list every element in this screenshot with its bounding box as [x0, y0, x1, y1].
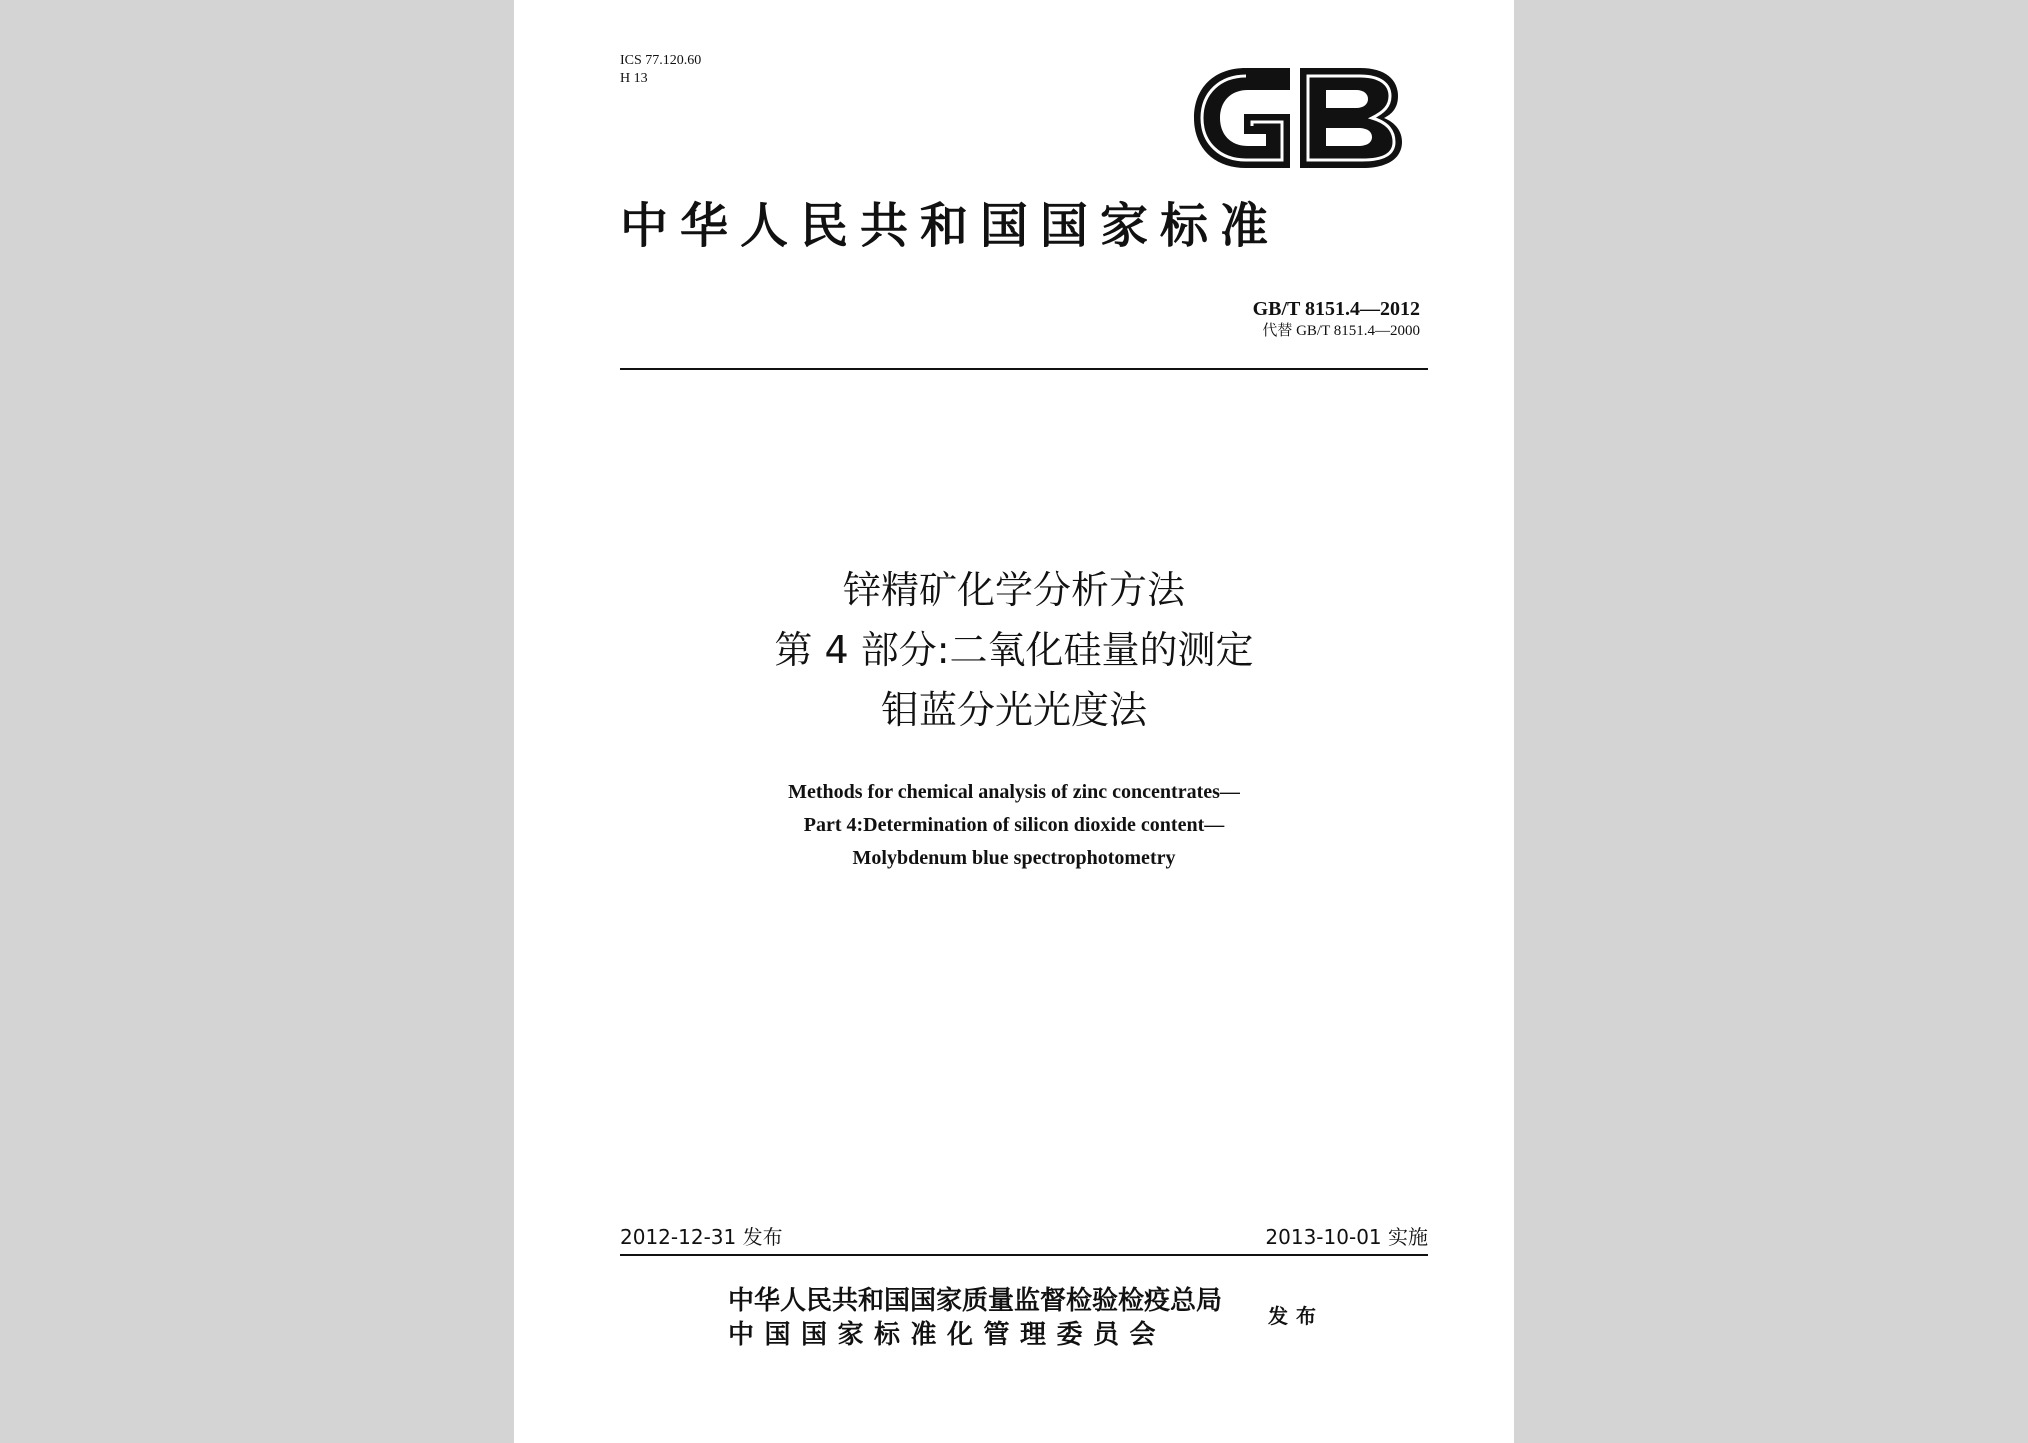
publisher-block [728, 1284, 1222, 1352]
document-page [514, 0, 1514, 1443]
replaces-standard: 代替 GB/T 8151.4—2000 [1262, 323, 1420, 339]
gb-logo [1190, 62, 1406, 174]
ccs-code: H 13 [620, 71, 648, 86]
publisher-line-2: 中国国家标准化管理委员会 [728, 1320, 1167, 1350]
chinese-title [514, 560, 1514, 740]
english-title [514, 776, 1514, 875]
publish-label: 发布 [1268, 1304, 1324, 1328]
english-title-line-1: Methods for chemical analysis of zinc concentrates— [788, 781, 1240, 803]
publisher-line-1: 中华人民共和国国家质量监督检验检疫总局 [728, 1286, 1223, 1316]
standard-code: GB/T 8151.4—2012 [1252, 298, 1420, 320]
implementation-date: 2013-10-01 实施 [1265, 1225, 1428, 1249]
ics-code: ICS 77.120.60 [620, 53, 702, 68]
header-divider [620, 368, 1428, 370]
chinese-title-line-2: 第 4 部分:二氧化硅量的测定 [774, 628, 1254, 672]
national-standard-title: 中华人民共和国国家标准 [620, 198, 1281, 254]
classification-codes [620, 52, 701, 88]
footer-divider [620, 1254, 1428, 1256]
chinese-title-line-1: 锌精矿化学分析方法 [842, 568, 1185, 612]
issue-date: 2012-12-31 发布 [620, 1225, 783, 1249]
english-title-line-2: Part 4:Determination of silicon dioxide content— [803, 814, 1225, 836]
chinese-title-line-3: 钼蓝分光光度法 [880, 688, 1147, 732]
english-title-line-3: Molybdenum blue spectrophotometry [852, 847, 1176, 869]
